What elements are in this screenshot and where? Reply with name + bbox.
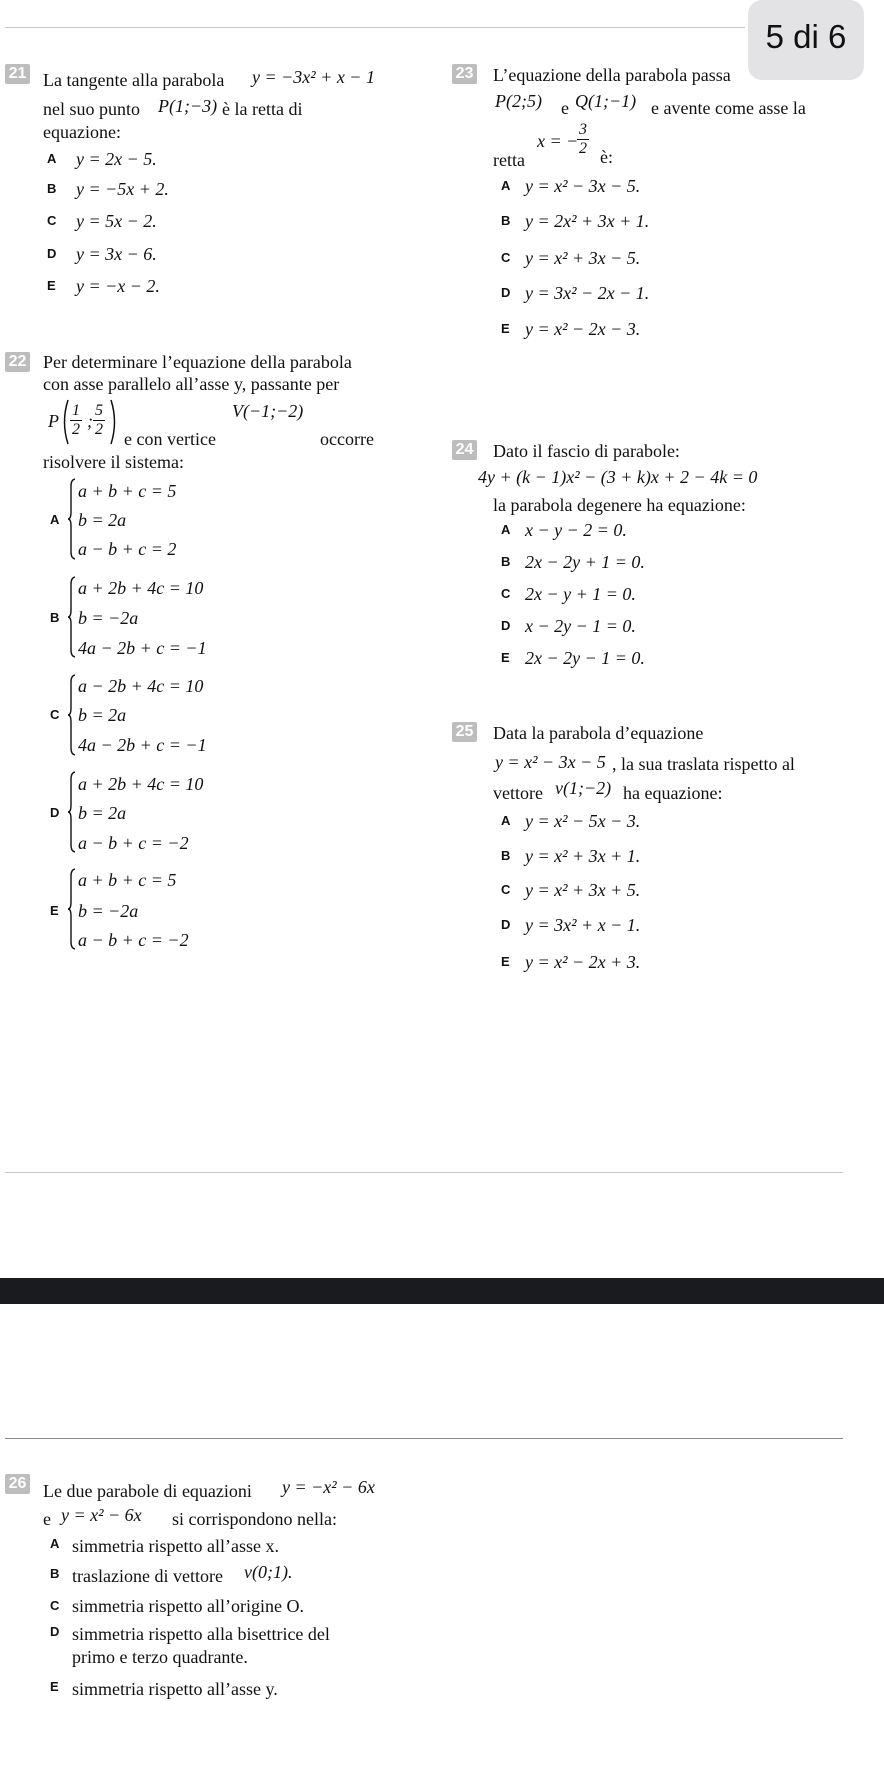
- q26-text-line2b: si corrispondono nella:: [172, 1509, 337, 1529]
- q22-fraction-1: [70, 402, 82, 439]
- q25-option-letter-c[interactable]: C: [501, 882, 511, 897]
- q22-option-letter-e[interactable]: E: [50, 903, 59, 918]
- q22-option-b-row1[interactable]: a + 2b + 4c = 10: [78, 578, 204, 598]
- q26-option-b[interactable]: traslazione di vettore: [72, 1566, 223, 1586]
- q22-frac2-num: 5: [95, 402, 103, 419]
- page-break-band: [0, 1278, 884, 1304]
- q22-brace-a: [67, 478, 75, 560]
- q26-text-line1: Le due parabole di equazioni: [43, 1481, 252, 1501]
- q22-option-c-row3[interactable]: 4a − 2b + c = −1: [78, 735, 207, 755]
- section-divider-1: [5, 1172, 843, 1173]
- q23-option-letter-e[interactable]: E: [501, 321, 510, 336]
- q23-e-colon: è:: [600, 147, 613, 167]
- q23-option-letter-a[interactable]: A: [501, 178, 511, 193]
- q22-vertex-text: e con vertice: [124, 429, 216, 449]
- q22-occorre: occorre: [320, 429, 374, 449]
- q26-option-e[interactable]: simmetria rispetto all’asse y.: [72, 1679, 278, 1699]
- q23-option-e[interactable]: y = x² − 2x − 3.: [525, 319, 641, 339]
- q26-equation-1: y = −x² − 6x: [282, 1477, 375, 1497]
- page-counter: 5 di 6: [765, 18, 847, 55]
- q25-vector: v(1;−2): [555, 778, 612, 798]
- q25-equation: y = x² − 3x − 5: [495, 752, 606, 772]
- q22-option-e-row3[interactable]: a − b + c = −2: [78, 930, 189, 950]
- q22-vertex: V(−1;−2): [232, 401, 304, 421]
- q26-option-letter-e[interactable]: E: [50, 1679, 59, 1694]
- q22-option-e-row2[interactable]: b = −2a: [78, 901, 139, 921]
- q21-option-d[interactable]: y = 3x − 6.: [76, 244, 157, 264]
- q25-text-line1: Data la parabola d’equazione: [493, 723, 704, 743]
- q21-option-letter-e[interactable]: E: [47, 278, 56, 293]
- q26-option-letter-c[interactable]: C: [50, 1598, 60, 1613]
- q25-text-line3b: ha equazione:: [623, 783, 723, 803]
- q22-option-letter-c[interactable]: C: [50, 707, 60, 722]
- q24-option-d[interactable]: x − 2y − 1 = 0.: [525, 616, 636, 636]
- q26-option-c[interactable]: simmetria rispetto all’origine O.: [72, 1596, 304, 1616]
- q25-option-a[interactable]: y = x² − 5x − 3.: [525, 811, 641, 831]
- q22-option-letter-d[interactable]: D: [50, 805, 60, 820]
- q24-option-b[interactable]: 2x − 2y + 1 = 0.: [525, 552, 645, 572]
- q23-option-letter-b[interactable]: B: [501, 213, 511, 228]
- q26-option-b-vector[interactable]: v(0;1).: [244, 1562, 293, 1582]
- q22-option-d-row3[interactable]: a − b + c = −2: [78, 833, 189, 853]
- q21-option-a[interactable]: y = 2x − 5.: [76, 149, 157, 169]
- q25-option-e[interactable]: y = x² − 2x + 3.: [525, 952, 641, 972]
- q23-axis-eq: x = −: [537, 131, 579, 151]
- q26-option-letter-a[interactable]: A: [50, 1536, 60, 1551]
- q22-point-label: P: [48, 411, 59, 431]
- q21-text-line2b: è la retta di: [222, 99, 303, 119]
- q24-option-a[interactable]: x − y − 2 = 0.: [525, 520, 627, 540]
- q21-text-line1: La tangente alla parabola: [43, 70, 225, 90]
- q22-option-d-row1[interactable]: a + 2b + 4c = 10: [78, 774, 204, 794]
- q23-axis-fraction: [577, 121, 589, 158]
- q26-equation-2: y = x² − 6x: [61, 1505, 142, 1525]
- q25-option-d[interactable]: y = 3x² + x − 1.: [525, 915, 641, 935]
- q21-text-line3: equazione:: [43, 122, 121, 142]
- q24-text-line3: la parabola degenere ha equazione:: [493, 495, 746, 515]
- q23-option-d[interactable]: y = 3x² − 2x − 1.: [525, 283, 650, 303]
- q22-fraction-2: [93, 402, 105, 439]
- q23-text-line2b: e avente come asse la: [651, 98, 806, 118]
- q21-option-c[interactable]: y = 5x − 2.: [76, 211, 157, 231]
- q26-option-letter-b[interactable]: B: [50, 1566, 60, 1581]
- q24-option-e[interactable]: 2x − 2y − 1 = 0.: [525, 648, 645, 668]
- q22-brace-c: [67, 674, 75, 756]
- q22-text-line2: con asse parallelo all’asse y, passante per: [43, 374, 340, 394]
- q22-option-b-row2[interactable]: b = −2a: [78, 608, 139, 628]
- q22-frac1-num: 1: [72, 402, 80, 419]
- q23-retta: retta: [493, 150, 525, 170]
- q21-option-e[interactable]: y = −x − 2.: [76, 276, 160, 296]
- q26-option-letter-d[interactable]: D: [50, 1624, 60, 1639]
- q23-frac-num: 3: [579, 121, 587, 138]
- q23-option-a[interactable]: y = x² − 3x − 5.: [525, 176, 641, 196]
- q22-option-c-row2[interactable]: b = 2a: [78, 705, 127, 725]
- q21-option-letter-c[interactable]: C: [47, 213, 57, 228]
- q22-frac1-den: 2: [72, 421, 80, 438]
- q21-equation: y = −3x² + x − 1: [252, 67, 375, 87]
- q24-option-letter-c[interactable]: C: [501, 586, 511, 601]
- q25-option-letter-e[interactable]: E: [501, 954, 510, 969]
- q24-option-letter-d[interactable]: D: [501, 618, 511, 633]
- q23-point-q: Q(1;−1): [575, 91, 637, 111]
- q22-frac2-den: 2: [95, 421, 103, 438]
- q22-text-line4: risolvere il sistema:: [43, 452, 184, 472]
- q23-text-line1: L’equazione della parabola passa: [493, 65, 731, 85]
- q23-option-letter-c[interactable]: C: [501, 250, 511, 265]
- q21-option-b[interactable]: y = −5x + 2.: [76, 179, 169, 199]
- q22-brace-d: [67, 771, 75, 853]
- question-number-25: 25: [452, 722, 477, 742]
- q26-option-d[interactable]: simmetria rispetto alla bisettrice del: [72, 1624, 330, 1644]
- q24-equation: 4y + (k − 1)x² − (3 + k)x + 2 − 4k = 0: [478, 467, 758, 487]
- q23-option-letter-d[interactable]: D: [501, 285, 511, 300]
- q22-option-b-row3[interactable]: 4a − 2b + c = −1: [78, 638, 207, 658]
- q23-frac-den: 2: [579, 140, 587, 157]
- top-divider: [5, 27, 745, 28]
- q24-text-line1: Dato il fascio di parabole:: [493, 441, 680, 461]
- q25-text-line2b: , la sua traslata rispetto al: [612, 754, 795, 774]
- q25-option-letter-d[interactable]: D: [501, 917, 511, 932]
- question-number-23: 23: [452, 64, 477, 84]
- q26-text-line2a: e: [43, 1509, 51, 1529]
- q24-option-c[interactable]: 2x − y + 1 = 0.: [525, 584, 636, 604]
- question-number-21: 21: [5, 64, 30, 84]
- q23-conjunction: e: [561, 98, 569, 118]
- q22-option-letter-b[interactable]: B: [50, 610, 60, 625]
- q22-frac-separator: ;: [87, 411, 93, 431]
- q23-option-c[interactable]: y = x² + 3x − 5.: [525, 248, 641, 268]
- q23-point-p: P(2;5): [495, 91, 542, 111]
- q25-option-c[interactable]: y = x² + 3x + 5.: [525, 880, 641, 900]
- q22-option-a-row1[interactable]: a + b + c = 5: [78, 481, 177, 501]
- q22-brace-b: [67, 576, 75, 658]
- q25-text-line3a: vettore: [493, 783, 543, 803]
- q22-brace-e: [67, 868, 75, 950]
- q25-option-b[interactable]: y = x² + 3x + 1.: [525, 846, 641, 866]
- q21-text-line2a: nel suo punto: [43, 99, 140, 119]
- q22-option-d-row2[interactable]: b = 2a: [78, 803, 127, 823]
- q21-option-letter-b[interactable]: B: [47, 181, 57, 196]
- q22-option-letter-a[interactable]: A: [50, 512, 60, 527]
- q22-option-a-row2[interactable]: b = 2a: [78, 510, 127, 530]
- question-number-24: 24: [452, 440, 477, 460]
- section-divider-2: [5, 1438, 843, 1439]
- q21-option-letter-d[interactable]: D: [47, 246, 57, 261]
- q22-right-paren: [109, 398, 119, 446]
- question-number-22: 22: [5, 352, 30, 372]
- q24-option-letter-b[interactable]: B: [501, 554, 511, 569]
- q26-option-a[interactable]: simmetria rispetto all’asse x.: [72, 1536, 279, 1556]
- q22-text-line1: Per determinare l’equazione della parabola: [43, 352, 352, 372]
- q24-option-letter-a[interactable]: A: [501, 522, 511, 537]
- q25-option-letter-a[interactable]: A: [501, 813, 511, 828]
- q22-option-e-row1[interactable]: a + b + c = 5: [78, 870, 177, 890]
- q21-option-letter-a[interactable]: A: [47, 151, 57, 166]
- q22-left-paren: [60, 398, 70, 446]
- q21-point: P(1;−3): [158, 96, 218, 116]
- q25-option-letter-b[interactable]: B: [501, 848, 511, 863]
- q23-option-b[interactable]: y = 2x² + 3x + 1.: [525, 211, 650, 231]
- q22-option-c-row1[interactable]: a − 2b + 4c = 10: [78, 676, 204, 696]
- question-number-26: 26: [5, 1474, 30, 1494]
- q24-option-letter-e[interactable]: E: [501, 650, 510, 665]
- q22-option-a-row3[interactable]: a − b + c = 2: [78, 539, 177, 559]
- q26-option-d-line2[interactable]: primo e terzo quadrante.: [72, 1647, 248, 1667]
